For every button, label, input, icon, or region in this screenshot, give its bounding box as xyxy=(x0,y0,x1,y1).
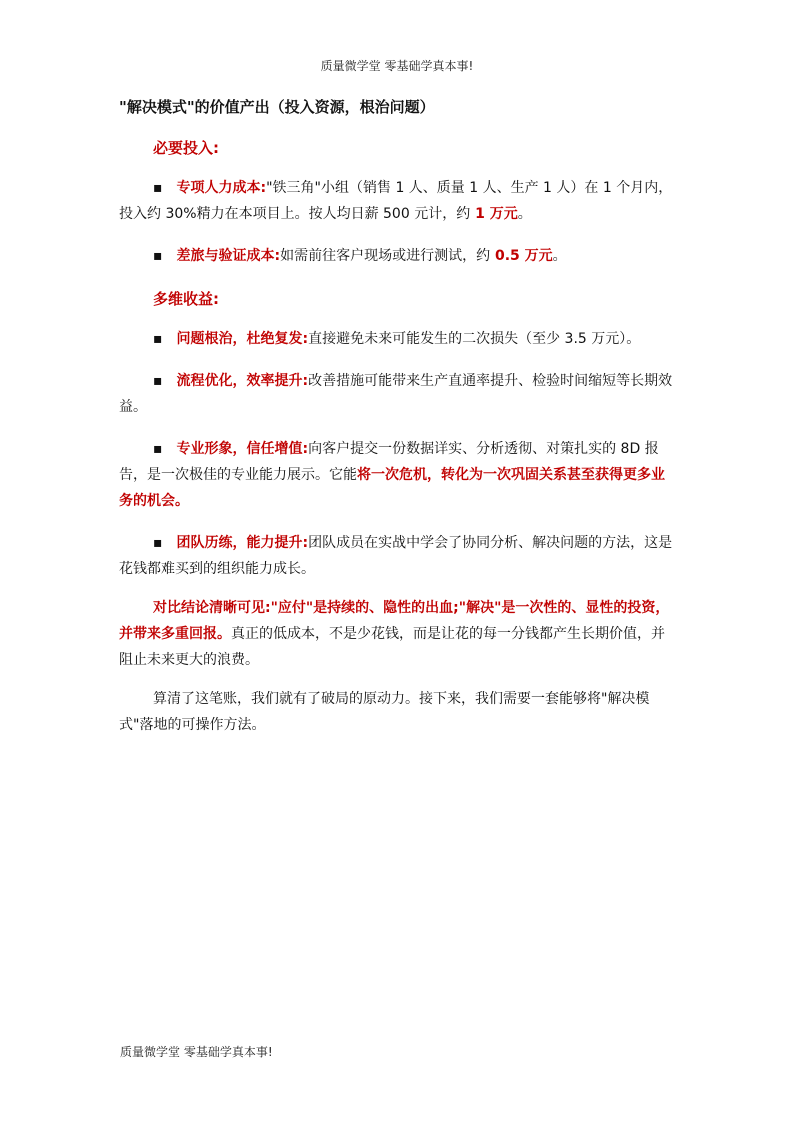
item-value: 0.5 万元 xyxy=(490,248,553,264)
page-header: 质量微学堂 零基础学真本事! xyxy=(320,59,474,73)
bullet-icon: ▪ xyxy=(153,331,163,347)
document-body xyxy=(119,96,674,738)
conclusion-text: 真正的低成本，不是少花钱，而是让花的每一分钱都产生长期价值，并阻止未来更大的浪费。 xyxy=(119,626,665,668)
conclusion-paragraph xyxy=(119,595,674,673)
bullet-icon: ▪ xyxy=(153,180,163,196)
section-title: "解决模式"的价值产出（投入资源，根治问题） xyxy=(119,98,435,116)
bullet-icon: ▪ xyxy=(153,535,163,551)
inputs-heading: 必要投入: xyxy=(153,139,219,157)
benefit-item-root-cause xyxy=(119,326,674,352)
item-label: 团队历练，能力提升: xyxy=(176,535,309,551)
item-highlight: 将一次危机，转化为一次巩固关系甚至获得更多业务的机会。 xyxy=(119,467,665,509)
conclusion-highlight: 对比结论清晰可见:"应付"是持续的、隐性的出血;"解决"是一次性的、显性的投资，并带来多重回报。 xyxy=(119,600,670,642)
benefit-item-team xyxy=(119,530,674,582)
bullet-icon: ▪ xyxy=(153,373,163,389)
item-label: 问题根治，杜绝复发: xyxy=(176,331,309,347)
item-text: 改善措施可能带来生产直通率提升、检验时间缩短等长期效益。 xyxy=(119,373,673,415)
item-end: 。 xyxy=(552,248,567,264)
benefit-item-process xyxy=(119,368,674,420)
item-label: 专项人力成本: xyxy=(176,180,267,196)
input-item-travel xyxy=(119,243,674,269)
bullet-icon: ▪ xyxy=(153,248,163,264)
item-text: "铁三角"小组（销售 1 人、质量 1 人、生产 1 人）在 1 个月内，投入约 30%精力在本项目上。按人均日薪 500 元计，约 xyxy=(119,180,673,222)
item-text: 直接避免未来可能发生的二次损失（至少 3.5 万元）。 xyxy=(308,331,641,347)
item-end: 。 xyxy=(517,206,532,222)
closing-paragraph: 算清了这笔账，我们就有了破局的原动力。接下来，我们需要一套能够将"解决模式"落地的可操作方法。 xyxy=(119,691,650,733)
item-text: 如需前往客户现场或进行测试，约 xyxy=(280,248,491,264)
item-value: 1 万元 xyxy=(470,206,518,222)
item-text: 团队成员在实战中学会了协同分析、解决问题的方法，这是花钱都难买到的组织能力成长。 xyxy=(119,535,673,577)
benefits-heading: 多维收益: xyxy=(153,290,219,308)
item-label: 专业形象，信任增值: xyxy=(176,441,309,457)
item-text: 向客户提交一份数据详实、分析透彻、对策扎实的 8D 报告，是一次极佳的专业能力展示。它能 xyxy=(119,441,659,483)
benefit-item-trust xyxy=(119,436,674,514)
item-label: 差旅与验证成本: xyxy=(176,248,281,264)
item-label: 流程优化，效率提升: xyxy=(176,373,309,389)
bullet-icon: ▪ xyxy=(153,441,163,457)
page-footer: 质量微学堂 零基础学真本事! xyxy=(120,1045,273,1059)
input-item-labor xyxy=(119,175,674,227)
